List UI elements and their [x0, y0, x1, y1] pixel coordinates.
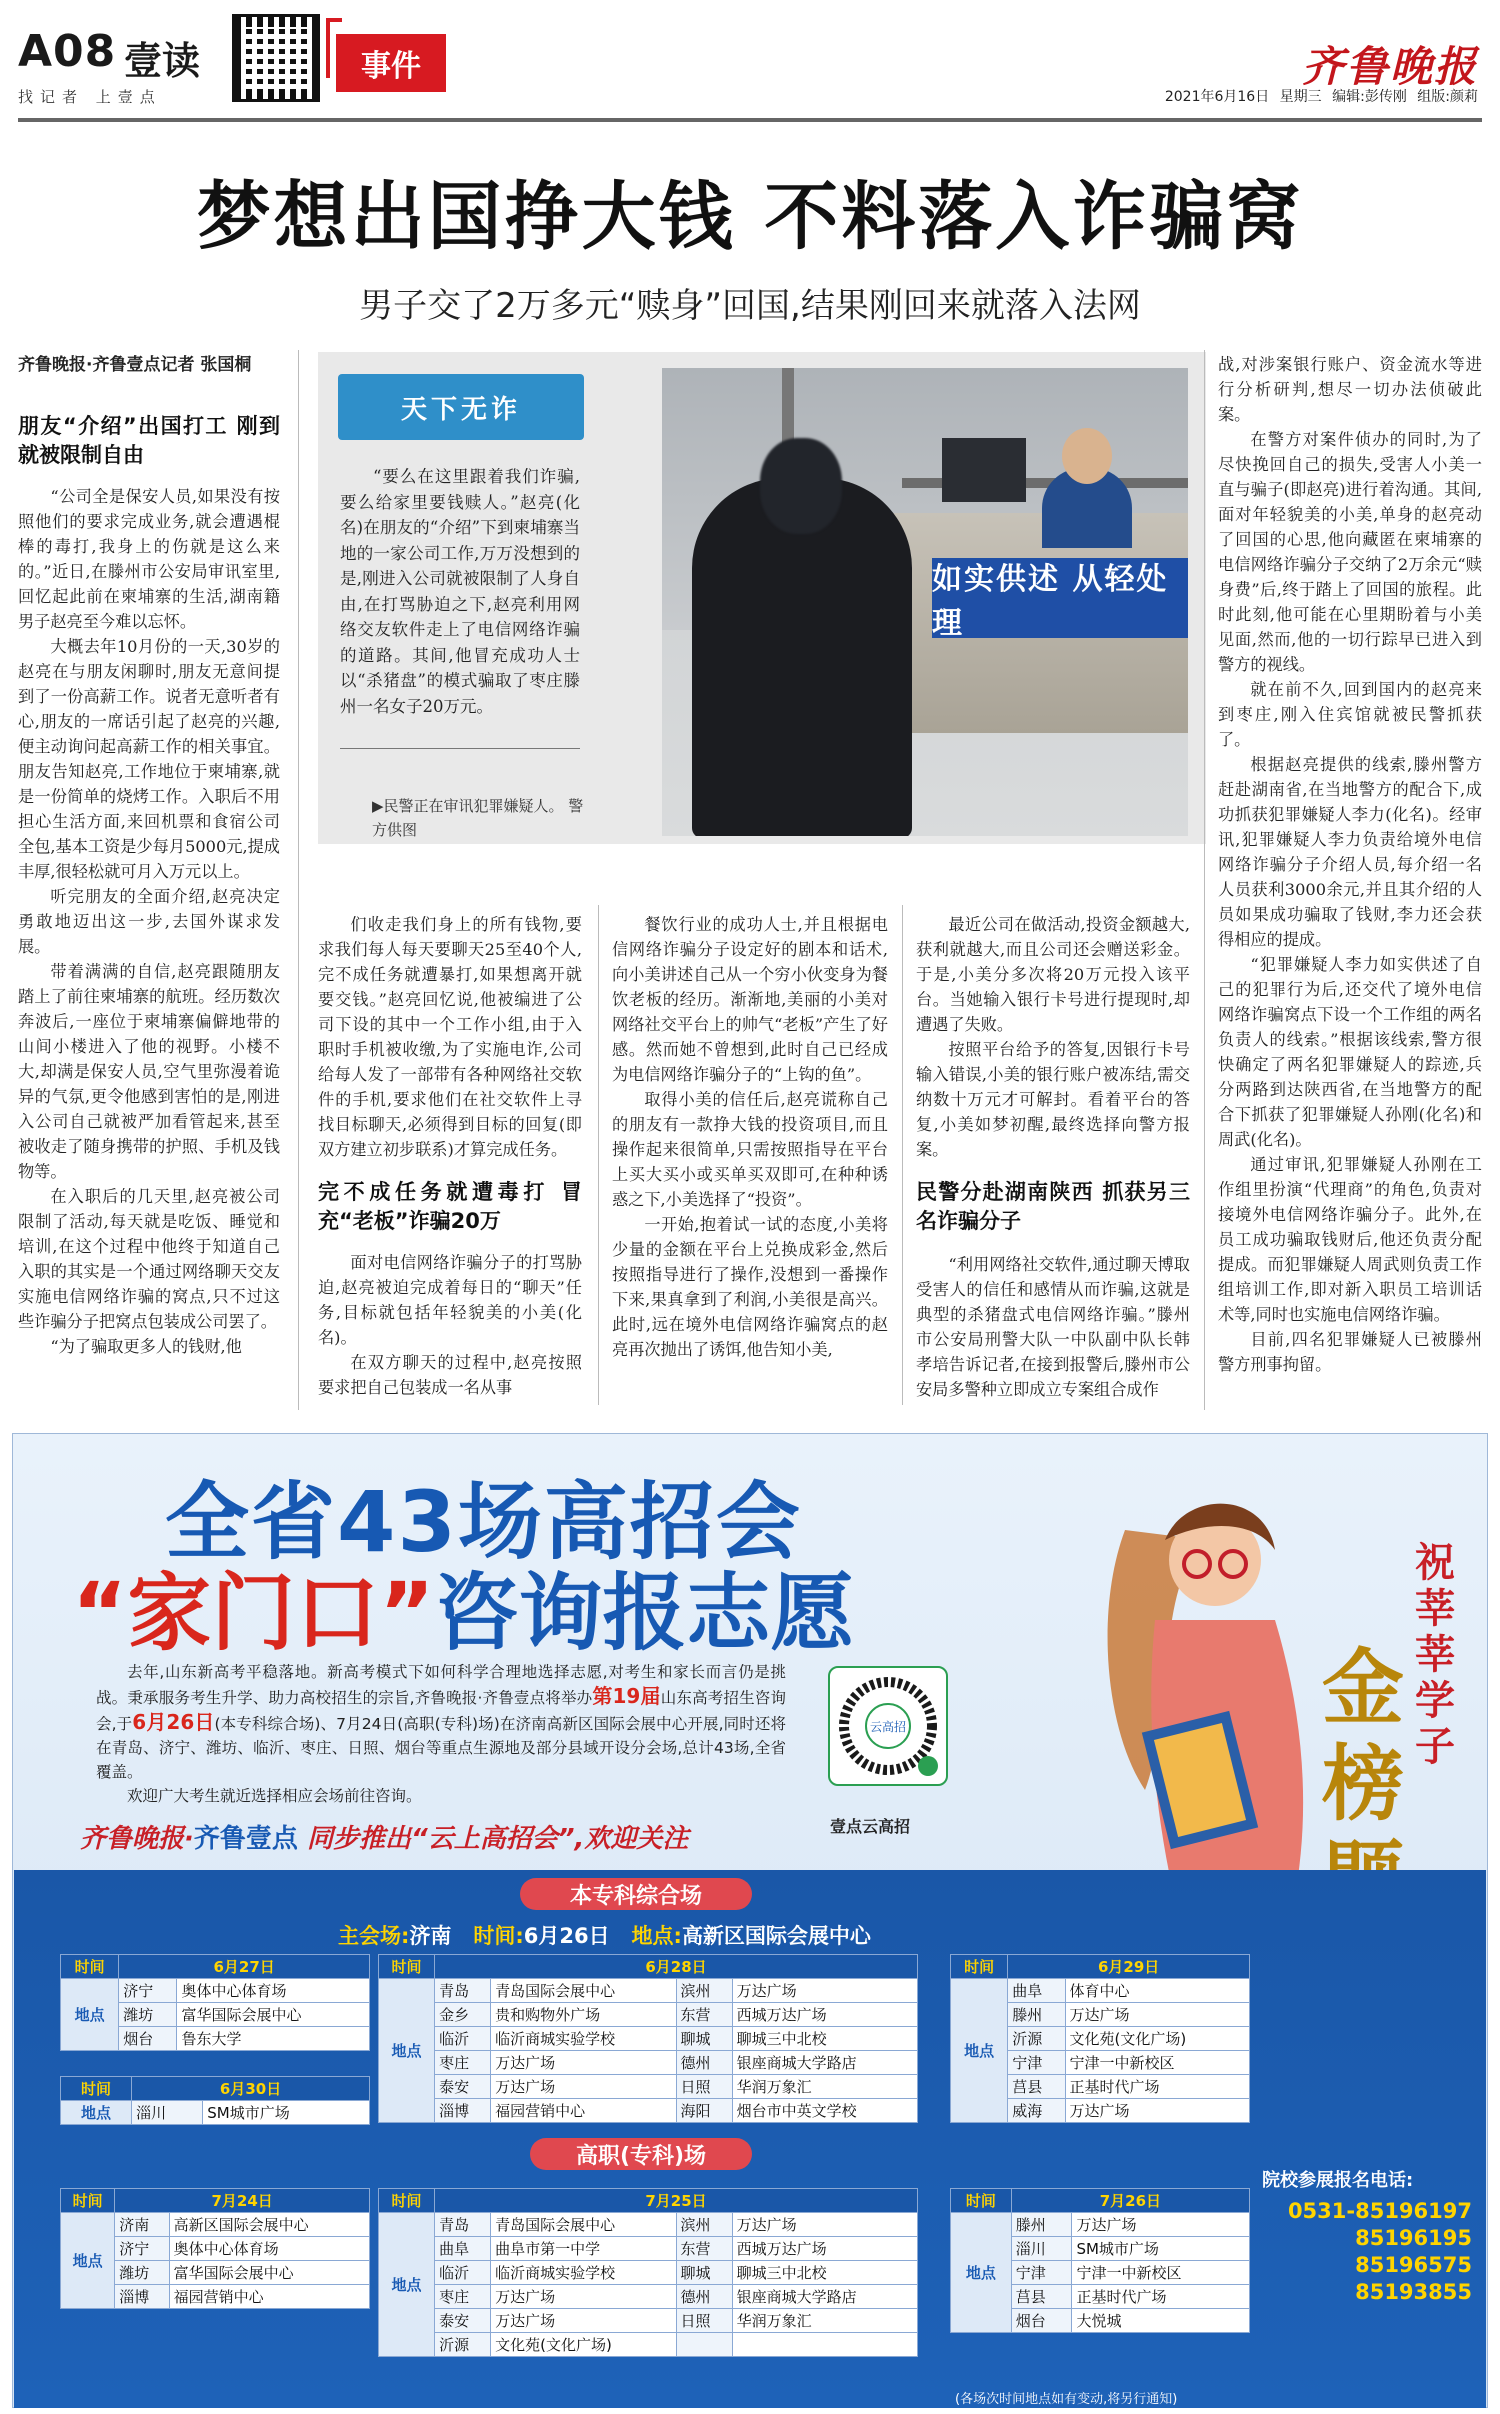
headline: 梦想出国挣大钱 不料落入诈骗窝	[196, 174, 1304, 260]
phone-number: 85193855	[1355, 2280, 1472, 2304]
ad-qr-code-icon	[828, 1666, 948, 1786]
photo-caption: ▶民警正在审讯犯罪嫌疑人。 警方供图	[372, 797, 584, 839]
city: 济宁	[119, 1979, 177, 2003]
ad-paragraph	[96, 1660, 786, 1784]
paragraph: 按照平台给予的答复,因银行卡号输入错误,小美的银行账户被冻结,需交纳数十万元才可解封。看着平台的答复,小美如梦初醒,最终选择向警方报案。	[916, 1040, 1190, 1159]
place-label: 地点	[379, 2213, 435, 2357]
city	[676, 2333, 732, 2357]
paragraph: 餐饮行业的成功人士,并且根据电信网络诈骗分子设定好的剧本和话术,向小美讲述自己从一个穷小伙变身为餐饮老板的经历。渐渐地,美丽的小美对网络社交平台上的帅气“老板”产生了好感。然而她不曾想到,此时自己已经成为电信网络诈骗分子的“上钩的鱼”。	[612, 915, 888, 1084]
city: 济宁	[115, 2237, 169, 2261]
ad-brand-line	[80, 1818, 688, 1855]
subheadline: 男子交了2万多元“赎身”回国,结果刚回来就落入法网	[359, 286, 1141, 326]
venue: 青岛国际会展中心	[491, 1979, 676, 2003]
venue: 烟台市中英文学校	[732, 2099, 917, 2123]
main-time-label: 时间:	[473, 1924, 524, 1948]
venue: 奥体中心体育场	[177, 1979, 370, 2003]
qr-code-icon	[232, 14, 320, 102]
subhead-1: 朋友“介绍”出国打工 刚到就被限制自由	[18, 414, 280, 467]
table-date: 7月24日	[115, 2189, 370, 2213]
time-label: 时间	[61, 2077, 132, 2101]
venue: 鲁东大学	[177, 2027, 370, 2051]
venue: 贵和购物外广场	[491, 2003, 676, 2027]
venue: SM城市广场	[1072, 2237, 1250, 2261]
city: 东营	[676, 2237, 732, 2261]
lead-paragraph: “要么在这里跟着我们诈骗,要么给家里要钱赎人。”赵亮(化名)在朋友的“介绍”下到柬埔寨当地的一家公司工作,万万没想到的是,刚进入公司就被限制了人身自由,在打骂胁迫之下,赵亮利用网络交友软件走上了电信网络诈骗的道路。其间,他冒充成功人士以“杀猪盘”的模式骗取了枣庄滕州一名女子20万元。	[340, 467, 580, 716]
ad-highlight: 第19届	[592, 1684, 661, 1708]
issue-weekday: 星期三	[1279, 89, 1322, 105]
city: 滨州	[676, 2213, 732, 2237]
venue: 正基时代广场	[1065, 2075, 1250, 2099]
venue: 正基时代广场	[1072, 2285, 1250, 2309]
phone-number: 85196575	[1355, 2253, 1472, 2277]
venue: 临沂商城实验学校	[491, 2261, 676, 2285]
article-col-2	[318, 912, 582, 1400]
paragraph: 取得小美的信任后,赵亮谎称自己的朋友有一款挣大钱的投资项目,而且操作起来很简单,只需按照指导在平台上买大买小或买单买双即可,在种种诱惑之下,小美选择了“投资”。	[612, 1090, 888, 1209]
footnote: (各场次时间地点如有变动,将另行通知)	[955, 2392, 1178, 2407]
photo-officer-head	[1062, 428, 1112, 484]
venue: 福园营销中心	[169, 2285, 369, 2309]
paragraph: 就在前不久,回到国内的赵亮来到枣庄,刚入住宾馆就被民警抓获了。	[1218, 680, 1482, 749]
main-place: 高新区国际会展中心	[681, 1924, 871, 1948]
place-label: 地点	[951, 1979, 1008, 2123]
ad-text: 山东高考招生咨询会,于	[96, 1689, 786, 1733]
place-label: 地点	[379, 1979, 435, 2123]
city: 青岛	[435, 2213, 491, 2237]
city: 潍坊	[119, 2003, 177, 2027]
time-label: 时间	[61, 2189, 115, 2213]
venue: 万达广场	[732, 2213, 917, 2237]
place-label: 地点	[61, 2213, 115, 2309]
city: 聊城	[676, 2027, 732, 2051]
section-title-1: 本专科综合场	[520, 1878, 752, 1910]
venue: 富华国际会展中心	[169, 2261, 369, 2285]
city: 泰安	[435, 2309, 491, 2333]
brand-slogan: 同步推出“云上高招会”,欢迎关注	[297, 1824, 689, 1854]
subhead-3: 民警分赴湖南陕西 抓获另三名诈骗分子	[916, 1180, 1190, 1233]
city: 宁津	[1011, 2261, 1072, 2285]
venue: 银座商城大学路店	[732, 2285, 917, 2309]
ad-body	[96, 1660, 786, 1808]
paragraph: 战,对涉案银行账户、资金流水等进行分析研判,想尽一切办法侦破此案。	[1218, 355, 1482, 424]
venue-table-0628	[378, 1954, 918, 2123]
paragraph: “公司全是保安人员,如果没有按照他们的要求完成业务,就会遭遇棍棒的毒打,我身上的伤就是这么来的。”近日,在滕州市公安局审讯室里,回忆起此前在柬埔寨的生活,湖南籍男子赵亮至今难以忘怀。	[18, 487, 280, 631]
qr-inner-label: 云高招	[869, 1720, 907, 1734]
venue: 万达广场	[491, 2285, 676, 2309]
venue-table-0630	[60, 2076, 370, 2125]
main-venue-city: 济南	[409, 1924, 452, 1948]
time-label: 时间	[951, 1955, 1008, 1979]
venue: 体育中心	[1065, 1979, 1250, 2003]
table-date: 7月25日	[435, 2189, 918, 2213]
city: 曲阜	[1008, 1979, 1065, 2003]
place-label: 地点	[951, 2213, 1012, 2333]
paragraph: 听完朋友的全面介绍,赵亮决定勇敢地迈出这一步,去国外谋求发展。	[18, 887, 280, 956]
city: 滕州	[1008, 2003, 1065, 2027]
paragraph: 通过审讯,犯罪嫌疑人孙刚在工作组里扮演“代理商”的角色,负责对接境外电信网络诈骗分子。此外,在员工成功骗取钱财后,他还负责分配提成。而犯罪嫌疑人周武则负责工作组培训工作,即对新入职员工培训话术等,同时也实施电信网络诈骗。	[1218, 1155, 1482, 1324]
paragraph: 在入职后的几天里,赵亮被公司限制了活动,每天就是吃饭、睡觉和培训,在这个过程中他终于知道自己入职的其实是一个通过网络聊天交友实施电信网络诈骗的窝点,只不过这些诈骗分子把窝点包装成公司罢了。	[18, 1187, 280, 1331]
venue: 华润万象汇	[732, 2075, 917, 2099]
ad-title-line-2	[72, 1546, 854, 1667]
paragraph: 在双方聊天的过程中,赵亮按照要求把自己包装成一名从事	[318, 1353, 582, 1397]
time-label: 时间	[379, 2189, 435, 2213]
paragraph: “犯罪嫌疑人李力如实供述了自己的犯罪行为后,还交代了境外电信网络诈骗窝点下设一个工作组的两名负责人的线索。”根据该线索,警方很快确定了两名犯罪嫌疑人的踪迹,兵分两路到达陕西省,在当地警方的配合下抓获了犯罪嫌疑人孙刚(化名)和周武(化名)。	[1218, 955, 1482, 1149]
time-label: 时间	[951, 2189, 1012, 2213]
newspaper-logo: 齐鲁晚报	[1301, 42, 1478, 91]
column-divider	[298, 350, 299, 1410]
city: 沂源	[1008, 2027, 1065, 2051]
city: 东营	[676, 2003, 732, 2027]
main-venue	[338, 1920, 871, 1950]
page-number: A08	[18, 26, 117, 77]
venue: 宁津一中新校区	[1065, 2051, 1250, 2075]
city: 聊城	[676, 2261, 732, 2285]
venue: 万达广场	[732, 1979, 917, 2003]
photo-monitor	[942, 438, 1026, 502]
sub-credit: 找记者 上壹点	[18, 88, 162, 106]
lead-tag: 天下无诈	[338, 374, 584, 440]
venue: 文化苑(文化广场)	[491, 2333, 676, 2357]
venue: 大悦城	[1072, 2309, 1250, 2333]
paragraph: 根据赵亮提供的线索,滕州警方赶赴湖南省,在当地警方的配合下,成功抓获犯罪嫌疑人李力(化名)。经审讯,犯罪嫌疑人李力负责给境外电信网络诈骗分子介绍人员,每介绍一名人员获利3000余元,并且其介绍的人员如果成功骗取了钱财,李力还会获得相应的提成。	[1218, 755, 1482, 949]
table-date: 6月29日	[1008, 1955, 1250, 1979]
city: 莒县	[1011, 2285, 1072, 2309]
paragraph: 目前,四名犯罪嫌疑人已被滕州警方刑事拘留。	[1218, 1330, 1482, 1374]
article-col-1	[18, 412, 280, 1359]
paragraph: 带着满满的自信,赵亮跟随朋友踏上了前往柬埔寨的航班。经历数次奔波后,一座位于柬埔寨偏僻地带的山间小楼进入了他的视野。小楼不大,却满是保安人员,空气里弥漫着诡异的气氛,更令他感到害怕的是,刚进入公司自己就被严加看管起来,甚至被收走了随身携带的护照、手机及钱物等。	[18, 962, 280, 1181]
page-header	[0, 0, 1500, 125]
venue: 富华国际会展中心	[177, 2003, 370, 2027]
venue: 华润万象汇	[732, 2309, 917, 2333]
venue: 万达广场	[491, 2309, 676, 2333]
venue-table-0725	[378, 2188, 918, 2357]
venue: SM城市广场	[203, 2101, 370, 2125]
subhead-2: 完不成任务就遭毒打 冒充“老板”诈骗20万	[318, 1180, 582, 1233]
venue-table-0724	[60, 2188, 370, 2309]
article-col-5	[1218, 352, 1482, 1377]
news-photo	[662, 368, 1188, 836]
city: 德州	[676, 2285, 732, 2309]
paragraph: “为了骗取更多人的钱财,他	[50, 1337, 242, 1356]
article-col-4	[916, 912, 1190, 1402]
venue: 万达广场	[491, 2075, 676, 2099]
ad-gold-slogan: 金榜	[1322, 1640, 1405, 1832]
city: 烟台	[119, 2027, 177, 2051]
venue	[732, 2333, 917, 2357]
article-col-3	[612, 912, 888, 1362]
place-label: 地点	[61, 2101, 132, 2125]
paragraph: 在警方对案件侦办的同时,为了尽快挽回自己的损失,受害人小美一直与骗子(即赵亮)进行着沟通。其间,面对年轻貌美的小美,单身的赵亮动了回国的心思,他向藏匿在柬埔寨的电信网络诈骗分子交纳了2万余元“赎身费”后,终于踏上了回国的旅程。此时此刻,他可能在心里期盼着与小美见面,然而,他的一切行踪早已进入到警方的视线。	[1218, 430, 1482, 674]
city: 滨州	[676, 1979, 732, 2003]
city: 金乡	[435, 2003, 491, 2027]
section-tag: 事件	[336, 34, 446, 92]
venue: 西城万达广场	[732, 2003, 917, 2027]
venue: 万达广场	[491, 2051, 676, 2075]
city: 枣庄	[435, 2285, 491, 2309]
ad-title-red: “家门口”	[72, 1564, 435, 1662]
city: 日照	[676, 2075, 732, 2099]
venue: 临沂商城实验学校	[491, 2027, 676, 2051]
main-time: 6月26日	[523, 1924, 610, 1948]
brand-name-2: 齐鲁壹点	[193, 1824, 298, 1854]
lead-text	[340, 464, 580, 719]
byline: 齐鲁晚报·齐鲁壹点记者 张国桐	[18, 355, 252, 375]
time-label: 时间	[61, 1955, 119, 1979]
ad-highlight: 6月26日	[132, 1710, 215, 1734]
column-divider	[902, 905, 903, 1405]
city: 曲阜	[435, 2237, 491, 2261]
paragraph: 大概去年10月份的一天,30岁的赵亮在与朋友闲聊时,朋友无意间提到了一份高薪工作。说者无意听者有心,朋友的一席话引起了赵亮的兴趣,便主动询问起高薪工作的相关事宜。朋友告知赵亮,工作地位于柬埔寨,就是一份简单的烧烤工作。入职后不用担心生活方面,来回机票和食宿公司全包,基本工资是少每月5000元,提成丰厚,很轻松就可月入万元以上。	[18, 637, 280, 881]
venue: 福园营销中心	[491, 2099, 676, 2123]
ad-title-line-1: 全省43场高招会	[165, 1473, 802, 1571]
city: 临沂	[435, 2261, 491, 2285]
venue-table-0627	[60, 1954, 370, 2051]
city: 泰安	[435, 2075, 491, 2099]
phone-number: 0531-85196197	[1287, 2199, 1472, 2223]
paragraph: 最近公司在做活动,投资金额越大,获利就越大,而且公司还会赠送彩金。于是,小美分多次将20万元投入该平台。当她输入银行卡号进行提现时,却遭遇了失败。	[916, 915, 1190, 1034]
ad-text: (本专科综合场)、7月24日(高职(专科)场)在济南高新区国际会展中心开展,同时还将在青岛、济宁、潍坊、临沂、枣庄、日照、烟台等重点生源地及部分县域开设分会场,总计43场,全省覆盖。	[96, 1715, 786, 1781]
city: 宁津	[1008, 2051, 1065, 2075]
city: 日照	[676, 2309, 732, 2333]
paragraph: 一开始,抱着试一试的态度,小美将少量的金额在平台上兑换成彩金,然后按照指导进行了操作,没想到一番操作下来,果真拿到了利润,小美很是高兴。此时,远在境外电信网络诈骗窝点的赵亮再次抛出了诱饵,他告知小美,	[612, 1215, 888, 1359]
city: 莒县	[1008, 2075, 1065, 2099]
ad-title-blue: 咨询报志愿	[434, 1564, 855, 1662]
ad-text: 去年,山东新高考平稳落地。新高考模式下如何科学合理地选择志愿,对考生和家长而言仍是挑战。秉承服务考生升学、助力高校招生的宗旨,齐鲁晚报·齐鲁壹点将举办	[96, 1663, 786, 1707]
main-place-label: 地点:	[631, 1924, 682, 1948]
column-divider	[598, 905, 599, 1405]
city: 潍坊	[115, 2261, 169, 2285]
city: 海阳	[676, 2099, 732, 2123]
main-venue-label: 主会场:	[338, 1924, 410, 1948]
lead-divider	[340, 748, 580, 749]
venue: 万达广场	[1065, 2003, 1250, 2027]
layout-credit: 组版:颜莉	[1417, 89, 1478, 105]
ad-slogan: 祝莘莘学子	[1415, 1539, 1455, 1770]
time-label: 时间	[379, 1955, 435, 1979]
venue: 聊城三中北校	[732, 2027, 917, 2051]
city: 淄博	[115, 2285, 169, 2309]
paragraph: 们收走我们身上的所有钱物,要求我们每人每天要聊天25至40个人,完不成任务就遭暴打,如果想离开就要交钱。”赵亮回忆说,他被编进了公司下设的其中一个工作小组,由于入职时手机被收缴,为了实施电诈,公司给每人发了一部带有各种网络社交软件的手机,要求他们在社交软件上寻找目标聊天,必须得到目标的回复(即双方建立初步联系)才算完成任务。	[318, 915, 582, 1159]
venue: 文化苑(文化广场)	[1065, 2027, 1250, 2051]
issue-date: 2021年6月16日	[1164, 89, 1270, 105]
city: 淄川	[1011, 2237, 1072, 2261]
city: 滕州	[1011, 2213, 1072, 2237]
place-label: 地点	[61, 1979, 119, 2051]
city: 枣庄	[435, 2051, 491, 2075]
table-date: 7月26日	[1011, 2189, 1249, 2213]
city: 淄博	[435, 2099, 491, 2123]
city: 烟台	[1011, 2309, 1072, 2333]
venue: 奥体中心体育场	[169, 2237, 369, 2261]
venue: 聊城三中北校	[732, 2261, 917, 2285]
city: 淄川	[132, 2101, 203, 2125]
venue: 曲阜市第一中学	[491, 2237, 676, 2261]
phone-number: 85196195	[1355, 2226, 1472, 2250]
venue: 高新区国际会展中心	[169, 2213, 369, 2237]
venue: 青岛国际会展中心	[491, 2213, 676, 2237]
issue-meta	[1165, 86, 1478, 106]
section-title-2: 高职(专科)场	[530, 2138, 752, 2170]
venue: 银座商城大学路店	[732, 2051, 917, 2075]
venue-table-0726	[950, 2188, 1250, 2333]
venue: 万达广场	[1065, 2099, 1250, 2123]
phone-label: 院校参展报名电话:	[1262, 2170, 1414, 2191]
city: 临沂	[435, 2027, 491, 2051]
column-divider	[1204, 350, 1205, 1410]
venue: 西城万达广场	[732, 2237, 917, 2261]
venue: 宁津一中新校区	[1072, 2261, 1250, 2285]
city: 威海	[1008, 2099, 1065, 2123]
city: 德州	[676, 2051, 732, 2075]
header-rule	[18, 118, 1482, 122]
city: 青岛	[435, 1979, 491, 2003]
table-date: 6月30日	[132, 2077, 370, 2101]
section-name: 壹读	[124, 38, 201, 83]
brand-name: 齐鲁晚报·	[80, 1824, 194, 1854]
venue: 万达广场	[1072, 2213, 1250, 2237]
paragraph: 面对电信网络诈骗分子的打骂胁迫,赵亮被迫完成着每日的“聊天”任务,目标就包括年轻貌美的小美(化名)。	[318, 1253, 582, 1347]
table-date: 6月27日	[119, 1955, 370, 1979]
paragraph: “利用网络社交软件,通过聊天博取受害人的信任和感情从而诈骗,这就是典型的杀猪盘式电信网络诈骗。”滕州市公安局刑警大队一中队副中队长韩孝培告诉记者,在接到报警后,滕州市公安局多警种立即成立专案组合成作	[916, 1255, 1190, 1399]
photo-sign: 如实供述 从轻处理	[932, 558, 1188, 638]
ad-paragraph: 欢迎广大考生就近选择相应会场前往咨询。	[127, 1787, 422, 1805]
city: 沂源	[435, 2333, 491, 2357]
table-date: 6月28日	[435, 1955, 918, 1979]
editor-credit: 编辑:彭传刚	[1332, 89, 1407, 105]
venue-table-0629	[950, 1954, 1250, 2123]
ad-qr-label: 壹点云高招	[830, 1817, 911, 1836]
phone-block	[1262, 2166, 1472, 2306]
photo-suspect-head	[760, 438, 842, 534]
city: 济南	[115, 2213, 169, 2237]
